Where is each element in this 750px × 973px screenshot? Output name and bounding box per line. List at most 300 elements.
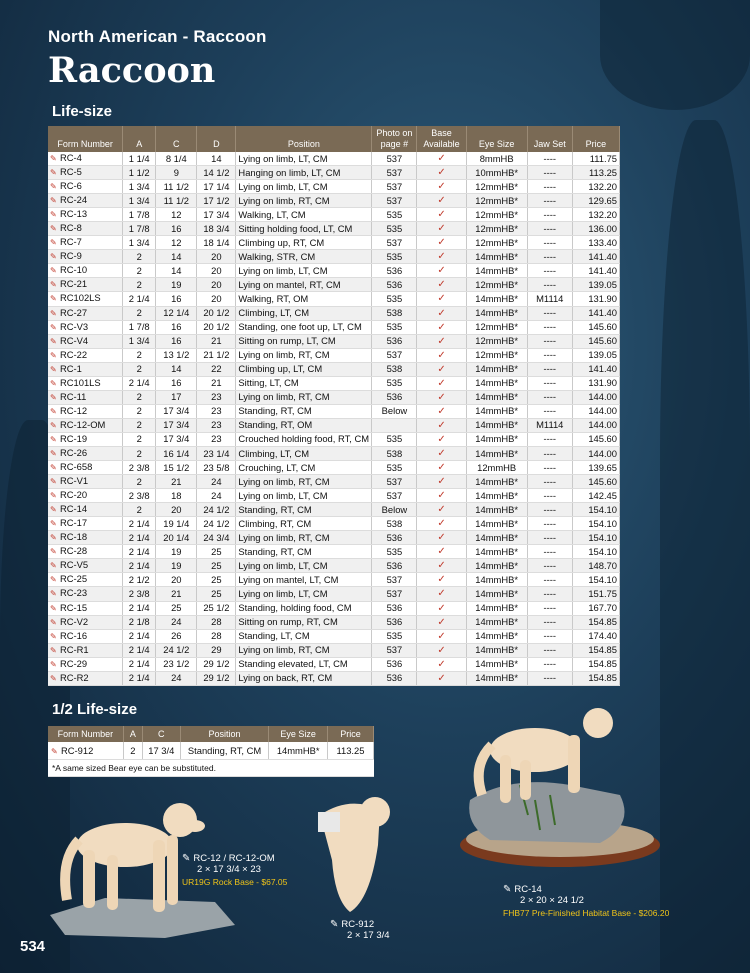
cell: 536 (372, 657, 417, 671)
cell: Below (372, 404, 417, 418)
cell: Crouched holding food, RT, CM (236, 432, 372, 446)
cell: ---- (527, 615, 572, 629)
cell: 536 (372, 531, 417, 545)
footnote: *A same sized Bear eye can be substituted. (48, 760, 374, 777)
cell: Lying on limb, LT, CM (236, 152, 372, 166)
cell: 12mmHB* (466, 278, 527, 292)
cell: ---- (527, 573, 572, 587)
footnote-row (48, 760, 374, 777)
base-available-check: ✓ (417, 629, 466, 643)
base-available-check: ✓ (417, 264, 466, 278)
cell: ---- (527, 166, 572, 180)
cell: Crouching, LT, CM (236, 461, 372, 475)
cell: Lying on limb, RT, CM (236, 475, 372, 489)
cell: 1 3/4 (123, 334, 156, 348)
cell: 10mmHB* (466, 166, 527, 180)
cell: 20 (197, 264, 236, 278)
form-number-cell: ✎ RC-29 (48, 657, 123, 671)
base-available-check: ✓ (417, 250, 466, 264)
cell: Hanging on limb, LT, CM (236, 166, 372, 180)
cell: 139.05 (572, 278, 619, 292)
base-available-check: ✓ (417, 222, 466, 236)
table-row (48, 292, 620, 306)
cell: 28 (197, 629, 236, 643)
base-price: UR19G Rock Base - $67.05 (182, 877, 288, 887)
cell: 537 (372, 180, 417, 194)
col-header: C (156, 126, 197, 152)
cell: 23 (197, 390, 236, 404)
cell: 20 (156, 503, 197, 517)
cell: 537 (372, 166, 417, 180)
base-available-check: ✓ (417, 517, 466, 531)
cell: 23 (197, 432, 236, 446)
cell: 154.85 (572, 615, 619, 629)
cell: 536 (372, 334, 417, 348)
cell: 16 (156, 222, 197, 236)
cell: 154.10 (572, 503, 619, 517)
cell: 2 1/4 (123, 643, 156, 657)
form-icon: ✎ (503, 884, 512, 895)
cell: 2 1/4 (123, 601, 156, 615)
cell: 21 (197, 334, 236, 348)
cell: 14mmHB* (466, 503, 527, 517)
cell: ---- (527, 404, 572, 418)
cell: Standing, one foot up, LT, CM (236, 320, 372, 334)
cell: 145.60 (572, 320, 619, 334)
form-number-cell: ✎ RC-26 (48, 446, 123, 460)
cell: 16 (156, 334, 197, 348)
cell: 8 1/4 (156, 152, 197, 166)
cell: 21 1/2 (197, 348, 236, 362)
cell: ---- (527, 222, 572, 236)
cell: 14mmHB* (466, 657, 527, 671)
cell: Climbing, LT, CM (236, 306, 372, 320)
cell: ---- (527, 587, 572, 601)
cell: 12mmHB* (466, 222, 527, 236)
cell: 24 3/4 (197, 531, 236, 545)
cell: 111.75 (572, 152, 619, 166)
form-number-cell: ✎ RC-27 (48, 306, 123, 320)
cell: 24 (197, 475, 236, 489)
cell: 24 1/2 (156, 643, 197, 657)
cell: 1 3/4 (123, 236, 156, 250)
col-header: Photo on page # (372, 126, 417, 152)
form-number-cell: ✎ RC-28 (48, 545, 123, 559)
cell: 537 (372, 643, 417, 657)
base-available-check: ✓ (417, 390, 466, 404)
cell: 2 (123, 264, 156, 278)
form-number-cell: ✎ RC-4 (48, 152, 123, 166)
cell: Lying on limb, RT, CM (236, 348, 372, 362)
cell: 17 (156, 390, 197, 404)
form-icon: ✎ (50, 561, 57, 571)
cell: 537 (372, 236, 417, 250)
table-row (48, 208, 620, 222)
cell: 154.85 (572, 643, 619, 657)
cell: 2 1/4 (123, 629, 156, 643)
cell: 25 (156, 601, 197, 615)
cell: 24 1/2 (197, 503, 236, 517)
cell: 535 (372, 250, 417, 264)
table-row (48, 264, 620, 278)
form-number-cell: ✎ RC-7 (48, 236, 123, 250)
form-number-cell: ✎ RC101LS (48, 376, 123, 390)
col-header: Price (572, 126, 619, 152)
col-header: Jaw Set (527, 126, 572, 152)
base-available-check: ✓ (417, 278, 466, 292)
cell: 29 1/2 (197, 657, 236, 671)
page-number: 534 (20, 938, 46, 955)
table-row (48, 573, 620, 587)
caption-rc-912: ✎ RC-912 2 × 17 3/4 (330, 919, 390, 941)
cell: 154.10 (572, 517, 619, 531)
cell: ---- (527, 671, 572, 685)
table-row (48, 432, 620, 446)
cell: 17 1/4 (197, 180, 236, 194)
form-icon: ✎ (50, 364, 57, 374)
form-icon: ✎ (50, 449, 57, 458)
cell: Standing, holding food, CM (236, 601, 372, 615)
cell: 19 (156, 278, 197, 292)
page-title: Raccoon (48, 50, 216, 91)
cell: ---- (527, 376, 572, 390)
cell: 536 (372, 559, 417, 573)
cell: Standing, RT, CM (180, 742, 269, 760)
cell: 148.70 (572, 559, 619, 573)
cell: 535 (372, 320, 417, 334)
cell: 16 (156, 376, 197, 390)
cell: 14mmHB* (466, 643, 527, 657)
cell: 17 3/4 (156, 404, 197, 418)
base-available-check: ✓ (417, 475, 466, 489)
form-icon: ✎ (50, 617, 57, 627)
cell: 16 1/4 (156, 446, 197, 460)
cell: 12mmHB* (466, 348, 527, 362)
cell: 14mmHB* (466, 531, 527, 545)
cell: 144.00 (572, 404, 619, 418)
cell: ---- (527, 348, 572, 362)
base-available-check: ✓ (417, 152, 466, 166)
form-icon: ✎ (50, 392, 57, 402)
cell: 131.90 (572, 292, 619, 306)
form-icon: ✎ (50, 477, 57, 487)
cell: 2 (123, 348, 156, 362)
cell: Lying on mantel, RT, CM (236, 278, 372, 292)
table-row (48, 166, 620, 180)
cell: 25 (197, 573, 236, 587)
cell: 24 (156, 671, 197, 685)
base-available-check: ✓ (417, 194, 466, 208)
cell: 1 7/8 (123, 208, 156, 222)
cell: 535 (372, 376, 417, 390)
cell: M1114 (527, 418, 572, 432)
form-number-cell: ✎ RC-15 (48, 601, 123, 615)
cell: 19 (156, 545, 197, 559)
cell: 16 (156, 292, 197, 306)
cell: 2 1/4 (123, 517, 156, 531)
cell: 24 (156, 615, 197, 629)
form-icon: ✎ (50, 491, 57, 501)
page-subtitle: North American - Raccoon (48, 27, 267, 46)
table-row (48, 643, 620, 657)
form-icon: ✎ (50, 224, 57, 234)
cell: 535 (372, 208, 417, 222)
base-available-check: ✓ (417, 208, 466, 222)
base-available-check: ✓ (417, 489, 466, 503)
cell: 28 (197, 615, 236, 629)
cell: ---- (527, 475, 572, 489)
cell (372, 418, 417, 432)
form-icon: ✎ (50, 182, 57, 192)
form-icon: ✎ (50, 266, 57, 276)
form-number-cell: ✎ RC-10 (48, 264, 123, 278)
cell: 25 1/2 (197, 601, 236, 615)
cell: Lying on limb, LT, CM (236, 180, 372, 194)
cell: 174.40 (572, 629, 619, 643)
cell: Lying on limb, RT, CM (236, 390, 372, 404)
cell: 12 (156, 236, 197, 250)
cell: ---- (527, 236, 572, 250)
cell: 29 1/2 (197, 671, 236, 685)
cell: Lying on limb, LT, CM (236, 489, 372, 503)
cell: 20 (156, 573, 197, 587)
form-number-cell: ✎ RC-V4 (48, 334, 123, 348)
cell: 535 (372, 545, 417, 559)
base-available-check: ✓ (417, 615, 466, 629)
cell: 24 (197, 489, 236, 503)
cell: 145.60 (572, 475, 619, 489)
table-row (48, 152, 620, 166)
cell: 132.20 (572, 180, 619, 194)
cell: 14 (156, 264, 197, 278)
base-available-check: ✓ (417, 166, 466, 180)
caption-rc-12: ✎ RC-12 / RC-12-OM 2 × 17 3/4 × 23 UR19G Rock Base - $67.05 (182, 853, 288, 887)
lifesize-table (48, 126, 620, 686)
cell: ---- (527, 629, 572, 643)
form-number-cell: ✎ RC-V2 (48, 615, 123, 629)
cell: 17 3/4 (142, 742, 180, 760)
cell: ---- (527, 643, 572, 657)
section-title-lifesize: Life-size (52, 103, 113, 120)
col-header: A (123, 726, 142, 742)
form-number-cell: ✎ RC-23 (48, 587, 123, 601)
cell: Standing, RT, CM (236, 404, 372, 418)
cell: Walking, RT, OM (236, 292, 372, 306)
cell: 12mmHB* (466, 334, 527, 348)
table-row (48, 503, 620, 517)
base-available-check: ✓ (417, 545, 466, 559)
cell: Standing, LT, CM (236, 629, 372, 643)
cell: Lying on limb, LT, CM (236, 587, 372, 601)
cell: Climbing, RT, CM (236, 517, 372, 531)
cell: ---- (527, 657, 572, 671)
cell: 537 (372, 152, 417, 166)
form-number-cell: ✎ RC-12-OM (48, 418, 123, 432)
cell: 23 1/2 (156, 657, 197, 671)
cell: 144.00 (572, 446, 619, 460)
cell: 2 1/4 (123, 559, 156, 573)
cell: 14mmHB* (466, 559, 527, 573)
cell: 14mmHB* (466, 446, 527, 460)
cell: 535 (372, 432, 417, 446)
cell: 537 (372, 348, 417, 362)
cell: 536 (372, 264, 417, 278)
cell: 537 (372, 587, 417, 601)
cell: 14 1/2 (197, 166, 236, 180)
cell: 14mmHB* (466, 306, 527, 320)
col-header: A (123, 126, 156, 152)
cell: 2 (123, 432, 156, 446)
table-header-row (48, 126, 620, 152)
base-available-check: ✓ (417, 404, 466, 418)
base-available-check: ✓ (417, 587, 466, 601)
cell: 538 (372, 517, 417, 531)
cell: ---- (527, 489, 572, 503)
cell: M1114 (527, 292, 572, 306)
cell: 14mmHB* (466, 404, 527, 418)
cell: ---- (527, 264, 572, 278)
cell: 14mmHB* (466, 629, 527, 643)
cell: 2 1/4 (123, 376, 156, 390)
cell: ---- (527, 194, 572, 208)
base-available-check: ✓ (417, 236, 466, 250)
cell: ---- (527, 517, 572, 531)
cell: 145.60 (572, 334, 619, 348)
base-available-check: ✓ (417, 601, 466, 615)
cell: 12 1/4 (156, 306, 197, 320)
table-row (48, 194, 620, 208)
cell: ---- (527, 180, 572, 194)
cell: ---- (527, 390, 572, 404)
form-icon: ✎ (50, 505, 57, 515)
cell: 535 (372, 629, 417, 643)
form-icon: ✎ (50, 533, 57, 543)
table-row (48, 418, 620, 432)
form-number-cell: ✎ RC-5 (48, 166, 123, 180)
cell: 11 1/2 (156, 194, 197, 208)
form-number-cell: ✎ RC-18 (48, 531, 123, 545)
cell: 9 (156, 166, 197, 180)
form-icon: ✎ (330, 919, 339, 930)
col-header: Position (236, 126, 372, 152)
cell: 16 (156, 320, 197, 334)
cell: 14mmHB* (466, 517, 527, 531)
cell: 20 1/2 (197, 320, 236, 334)
base-available-check: ✓ (417, 503, 466, 517)
cell: 12mmHB* (466, 208, 527, 222)
form-number-cell: ✎ RC-6 (48, 180, 123, 194)
cell: 132.20 (572, 208, 619, 222)
table-row (48, 587, 620, 601)
cell: Standing, RT, CM (236, 545, 372, 559)
form-icon: ✎ (50, 322, 57, 332)
cell: 141.40 (572, 362, 619, 376)
cell: 144.00 (572, 390, 619, 404)
table-row (48, 306, 620, 320)
cell: ---- (527, 559, 572, 573)
table-row (48, 559, 620, 573)
cell: Lying on back, RT, CM (236, 671, 372, 685)
cell: 21 (156, 587, 197, 601)
table-row (48, 390, 620, 404)
base-available-check: ✓ (417, 643, 466, 657)
cell: 142.45 (572, 489, 619, 503)
cell: Lying on mantel, LT, CM (236, 573, 372, 587)
cell: 537 (372, 475, 417, 489)
cell: 19 (156, 559, 197, 573)
cell: ---- (527, 362, 572, 376)
table-row (48, 348, 620, 362)
form-number-cell: ✎ RC-11 (48, 390, 123, 404)
col-header: Eye Size (466, 126, 527, 152)
table-row (48, 601, 620, 615)
cell: ---- (527, 545, 572, 559)
form-number-cell: ✎ RC-24 (48, 194, 123, 208)
cell: 535 (372, 461, 417, 475)
cell: 19 1/4 (156, 517, 197, 531)
table-row (48, 222, 620, 236)
table-row (48, 404, 620, 418)
cell: ---- (527, 320, 572, 334)
cell: 14mmHB* (466, 264, 527, 278)
background-tree (660, 120, 750, 973)
form-number-cell: ✎ RC-20 (48, 489, 123, 503)
table-row (48, 446, 620, 460)
form-icon: ✎ (50, 603, 57, 613)
cell: ---- (527, 306, 572, 320)
col-header: Base Available (417, 126, 466, 152)
form-number-cell: ✎ RC-25 (48, 573, 123, 587)
cell: Sitting holding food, LT, CM (236, 222, 372, 236)
form-number-cell: ✎ RC-V5 (48, 559, 123, 573)
cell: 2 (123, 503, 156, 517)
form-icon: ✎ (50, 252, 57, 262)
cell: 18 1/4 (197, 236, 236, 250)
table-row (48, 517, 620, 531)
form-number-cell: ✎ RC-12 (48, 404, 123, 418)
cell: 25 (197, 587, 236, 601)
cell: 14mmHB* (466, 573, 527, 587)
form-number-cell: ✎ RC-19 (48, 432, 123, 446)
cell: 538 (372, 446, 417, 460)
table-row (48, 278, 620, 292)
rc-14-form-image (460, 705, 665, 875)
cell: 21 (156, 475, 197, 489)
form-number-cell: ✎ RC-658 (48, 461, 123, 475)
cell: 14mmHB* (466, 390, 527, 404)
cell: 2 (123, 404, 156, 418)
cell: 131.90 (572, 376, 619, 390)
cell: 139.05 (572, 348, 619, 362)
cell: 14mmHB* (466, 489, 527, 503)
table-row (48, 489, 620, 503)
caption-rc-14: ✎ RC-14 2 × 20 × 24 1/2 FHB77 Pre-Finished Habitat Base - $206.20 (503, 884, 670, 918)
base-available-check: ✓ (417, 671, 466, 685)
form-icon: ✎ (50, 547, 57, 557)
cell: Lying on limb, LT, CM (236, 264, 372, 278)
cell: 24 1/2 (197, 517, 236, 531)
cell: 2 1/4 (123, 531, 156, 545)
base-available-check: ✓ (417, 180, 466, 194)
cell: ---- (527, 250, 572, 264)
cell: 25 (197, 545, 236, 559)
cell: 14mmHB* (466, 250, 527, 264)
cell: 21 (197, 376, 236, 390)
cell: 14 (156, 250, 197, 264)
cell: 17 1/2 (197, 194, 236, 208)
cell: 536 (372, 671, 417, 685)
cell: 12mmHB* (466, 236, 527, 250)
